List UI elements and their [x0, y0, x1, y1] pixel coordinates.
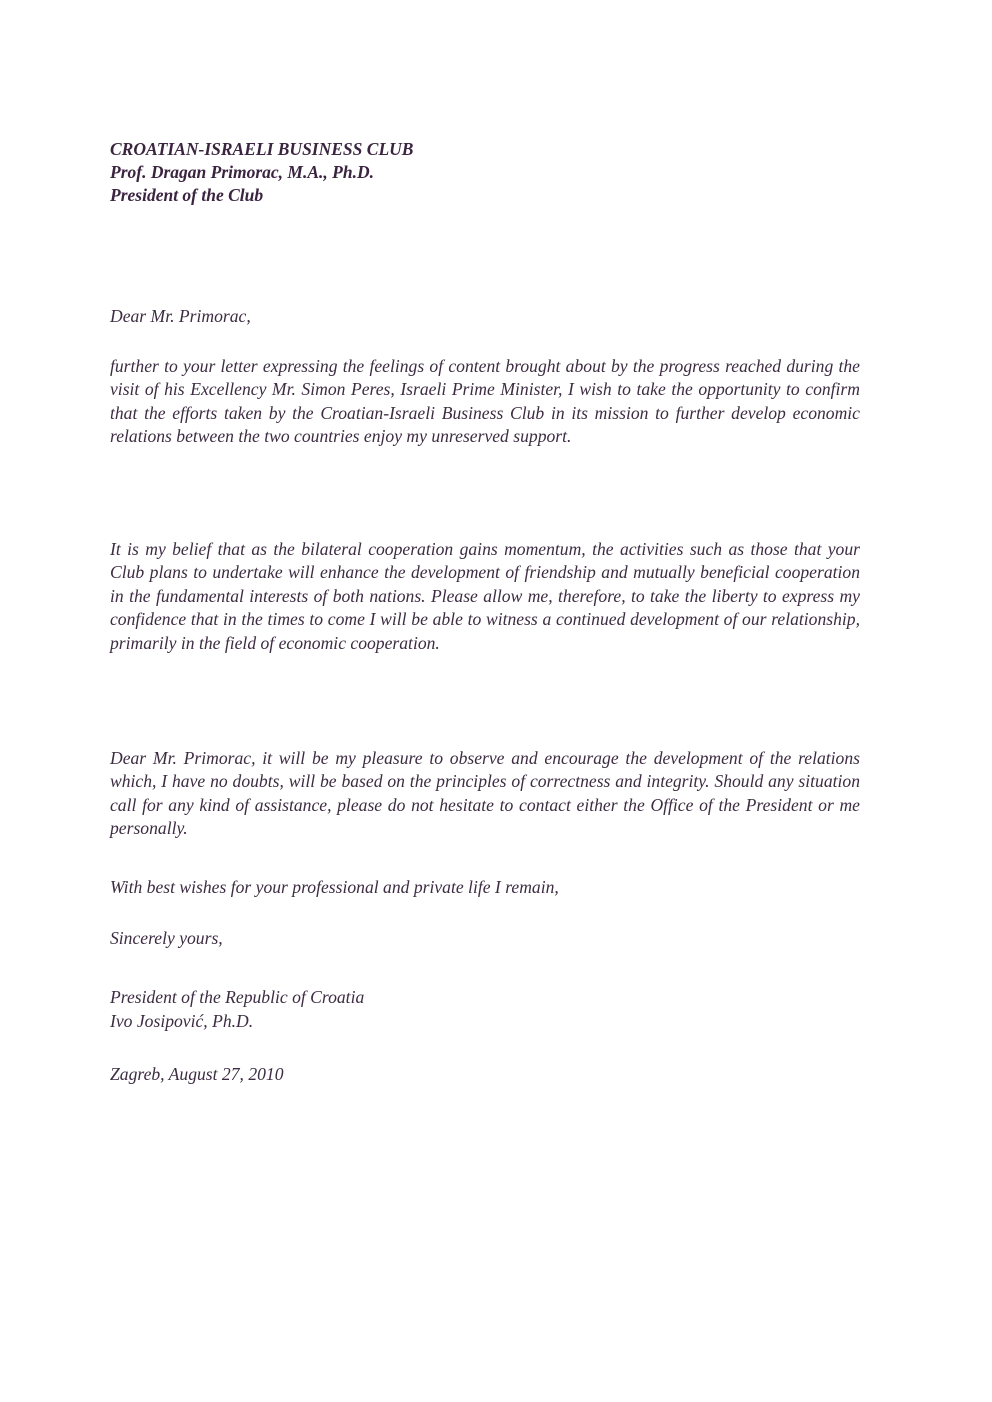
recipient-name: Prof. Dragan Primorac, M.A., Ph.D.: [110, 162, 374, 182]
place-date: Zagreb, August 27, 2010: [110, 1064, 284, 1084]
signature-title: President of the Republic of Croatia: [110, 987, 365, 1007]
salutation: Dear Mr. Primorac,: [110, 306, 251, 326]
signature-name: Ivo Josipović, Ph.D.: [110, 1011, 254, 1031]
paragraph-1: further to your letter expressing the feelings of content brought about by the progress reached during the visit of his Excellency Mr. Simon Peres, Israeli Prime Minister, I wish to take the opportunity to confirm that the efforts taken by the Croatian-Israeli Business Club in its mission to further develop economic relations between the two countries enjoy my unreserved support.: [110, 356, 860, 447]
paragraph-3: Dear Mr. Primorac, it will be my pleasure to observe and encourage the development of the relations which, I have no doubts, will be based on the principles of correctness and integrity. Should any situation call for any kind of assistance, please do not hesitate to contact either the Office of the President or me personally.: [110, 748, 860, 839]
closing-wish: With best wishes for your professional and private life I remain,: [110, 877, 559, 897]
closing: Sincerely yours,: [110, 928, 223, 948]
organization-name: CROATIAN-ISRAELI BUSINESS CLUB: [110, 139, 414, 159]
recipient-title: President of the Club: [110, 185, 264, 205]
paragraph-2: It is my belief that as the bilateral cooperation gains momentum, the activities such as those that your Club plans to undertake will enhance the development of friendship and mutually beneficial cooperation in the fundamental interests of both nations. Please allow me, therefore, to take the liberty to express my confidence that in the times to come I will be able to witness a continued development of our relationship, primarily in the field of economic cooperation.: [110, 539, 860, 653]
letterhead: [110, 138, 413, 207]
